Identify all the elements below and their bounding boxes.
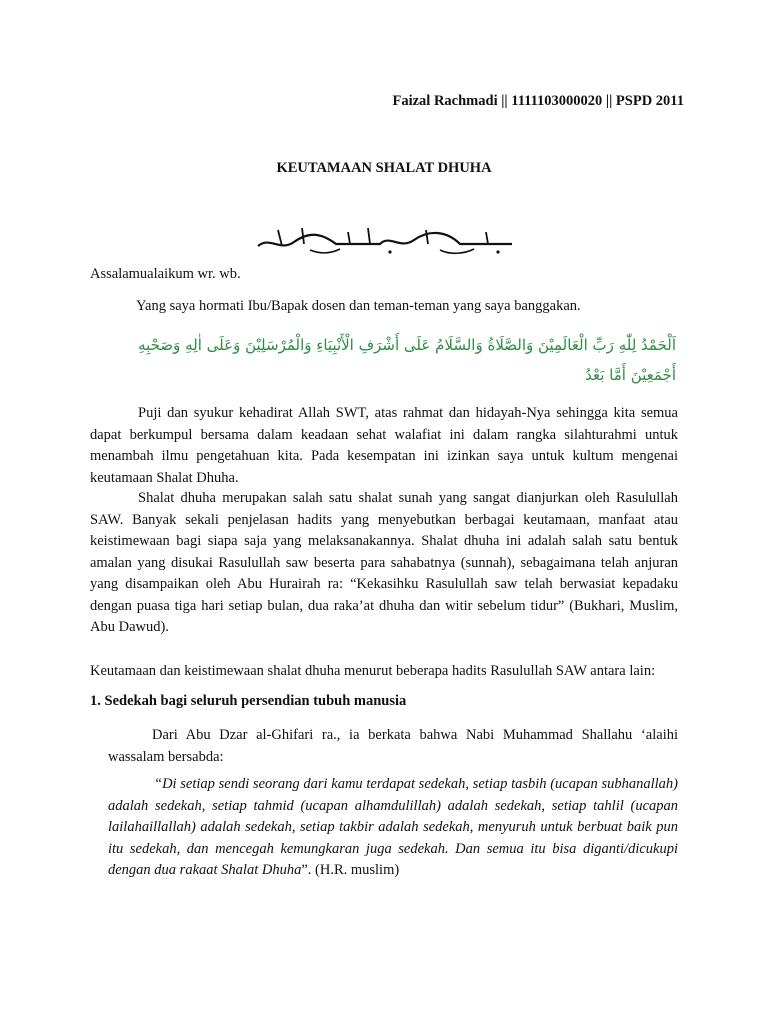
bismillah-calligraphy [250,222,520,256]
paragraph-1: Puji dan syukur kehadirat Allah SWT, atas rahmat dan hidayah-Nya sehingga kita semua dapat berkumpul bersama dalam keadaan sehat walafiat ini dalam rangka silahturahmi untuk menambah ilmu pengetahuan kita. Pada kesempatan ini izinkan saya untuk kultum mengenai keutamaan Shalat Dhuha. [90,405,678,486]
hadith-quote-text: “Di setiap sendi seorang dari kamu terdapat sedekah, setiap tasbih (ucapan subhanallah) adalah sedekah, setiap tahmid (ucapan alhamdulillah) adalah sedekah, setiap tahlil (ucapan lailahaillallah) adalah sedekah, setiap takbir adalah sedekah, menyuruh untuk berbuat baik pun itu sedekah, dan mencegah kemungkaran juga sedekah. Dan semua itu bisa diganti/dicukupi dengan dua rakaat Shalat Dhuha [108,776,678,878]
respect-line: Yang saya hormati Ibu/Bapak dosen dan teman-teman yang saya banggakan. [136,298,581,314]
section-heading-1: 1. Sedekah bagi seluruh persendian tubuh manusia [90,693,407,709]
hadith-quote [108,774,678,882]
author-line: Faizal Rachmadi || 1111103000020 || PSPD 2011 [392,93,684,109]
hadith-quote-source: ”. (H.R. muslim) [301,862,400,878]
arabic-opening-line-2: أَجْمَعِيْنَ أَمَّا بَعْدُ [585,366,676,384]
greeting: Assalamualaikum wr. wb. [90,266,241,282]
arabic-opening-line-1: اَلْحَمْدُ لِلّٰهِ رَبِّ الْعَالَمِيْنَ وَالصَّلَاةُ وَالسَّلَامُ عَلَى أَشْرَفِ الْأَنْبِيَاءِ وَالْمُرْسَلِيْنَ وَعَلَى اٰلِهِ وَصَحْبِهِ [138,336,676,354]
document-title: KEUTAMAAN SHALAT DHUHA [276,160,492,176]
intro-line: Keutamaan dan keistimewaan shalat dhuha menurut beberapa hadits Rasulullah SAW antara lain: [90,663,656,679]
paragraph-2: Shalat dhuha merupakan salah satu shalat sunah yang sangat dianjurkan oleh Rasulullah SAW. Banyak sekali penjelasan hadits yang menyebutkan berbagai keutamaan, manfaat atau keistimewaan bagi siapa saja yang melaksanakannya. Shalat dhuha ini adalah salah satu bentuk amalan yang disukai Rasulullah saw beserta para sahabatnya (sunnah), sebagaimana telah anjuran yang disampaikan oleh Abu Hurairah ra: “Kekasihku Rasulullah saw telah berwasiat kepadaku dengan puasa tiga hari setiap bulan, dua raka’at dhuha dan witir sebelum tidur” (Bukhari, Muslim, Abu Dawud). [90,490,678,635]
paragraph-3: Dari Abu Dzar al-Ghifari ra., ia berkata bahwa Nabi Muhammad Shallahu ‘alaihi wassalam bersabda: [108,727,678,765]
